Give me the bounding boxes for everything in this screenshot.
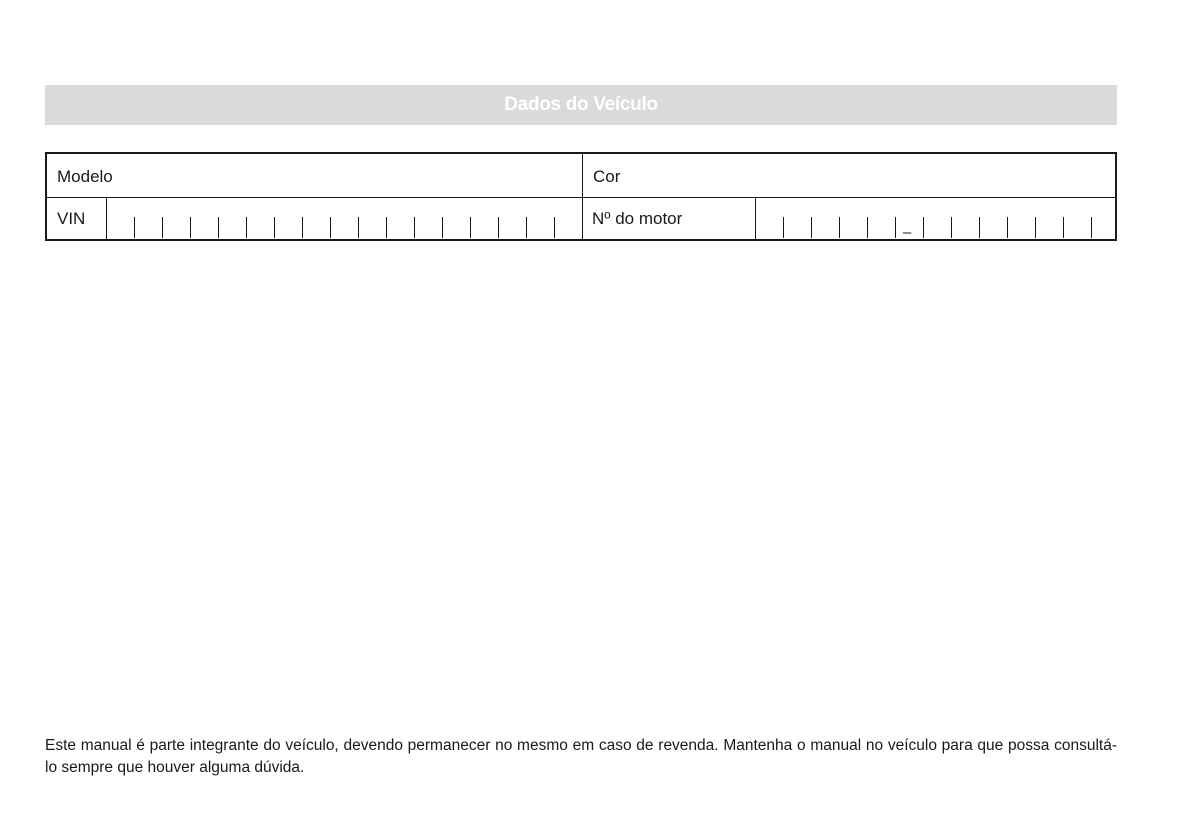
vin-box-tick xyxy=(414,217,415,238)
vin-box-tick xyxy=(582,217,583,238)
vin-box-tick xyxy=(358,217,359,238)
vin-label-divider xyxy=(106,198,107,239)
vin-box-tick xyxy=(162,217,163,238)
engine-box-tick xyxy=(923,217,924,238)
vin-box-tick xyxy=(330,217,331,238)
vin-box-tick xyxy=(302,217,303,238)
vin-box-tick xyxy=(218,217,219,238)
vin-box-tick xyxy=(386,217,387,238)
engine-box-tick xyxy=(867,217,868,238)
vin-box-tick xyxy=(554,217,555,238)
engine-label-divider xyxy=(755,198,756,239)
vin-box-tick xyxy=(442,217,443,238)
engine-number-separator: – xyxy=(903,224,912,241)
vin-field-label: VIN xyxy=(57,209,86,228)
vin-box-tick xyxy=(498,217,499,238)
engine-box-tick xyxy=(951,217,952,238)
vehicle-data-form xyxy=(45,152,1117,241)
color-field-label: Cor xyxy=(593,167,621,186)
section-title: Dados do Veículo xyxy=(504,94,658,115)
engine-box-tick xyxy=(1063,217,1064,238)
section-title-bar xyxy=(45,85,1117,125)
vin-box-tick xyxy=(470,217,471,238)
vin-box-tick xyxy=(274,217,275,238)
vin-box-tick xyxy=(134,217,135,238)
engine-box-tick xyxy=(1007,217,1008,238)
engine-box-tick xyxy=(1091,217,1092,238)
engine-box-tick xyxy=(1035,217,1036,238)
vin-box-tick xyxy=(190,217,191,238)
engine-box-tick xyxy=(839,217,840,238)
vin-box-tick xyxy=(526,217,527,238)
vin-box-tick xyxy=(246,217,247,238)
engine-box-tick xyxy=(895,217,896,238)
engine-number-field-label: Nº do motor xyxy=(592,209,683,228)
engine-box-tick xyxy=(979,217,980,238)
model-field-label: Modelo xyxy=(57,167,113,186)
row-divider xyxy=(47,197,1115,198)
engine-box-tick xyxy=(811,217,812,238)
manual-note: Este manual é parte integrante do veículo, devendo permanecer no mesmo em caso de revenda. Mantenha o manual no veículo para que possa consultá-lo sempre que houver alguma dúvida. xyxy=(45,737,1117,776)
engine-box-tick xyxy=(783,217,784,238)
